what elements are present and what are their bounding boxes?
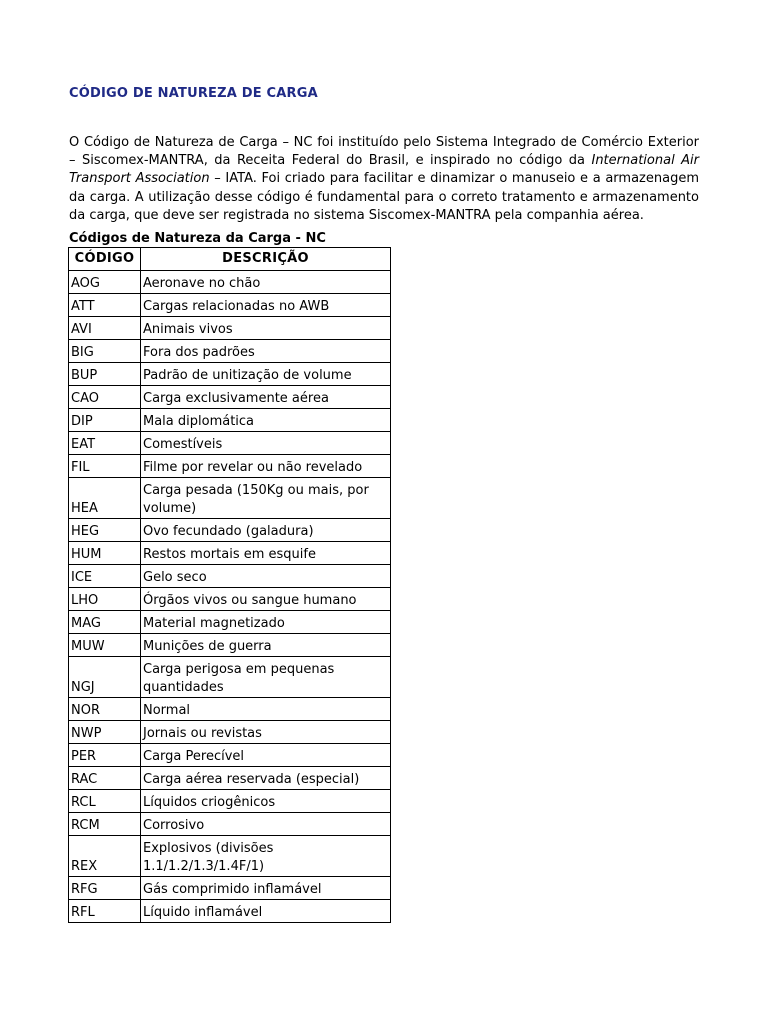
table-row bbox=[69, 542, 391, 565]
table-row bbox=[69, 657, 391, 698]
table-row bbox=[69, 721, 391, 744]
row-description: Órgãos vivos ou sangue humano bbox=[141, 588, 391, 611]
row-code: HEG bbox=[69, 519, 141, 542]
table-row bbox=[69, 478, 391, 519]
table-row bbox=[69, 836, 391, 877]
table-row bbox=[69, 565, 391, 588]
table-row bbox=[69, 744, 391, 767]
row-code: FIL bbox=[69, 455, 141, 478]
row-description: Aeronave no chão bbox=[141, 271, 391, 294]
row-code: ICE bbox=[69, 565, 141, 588]
row-description: Corrosivo bbox=[141, 813, 391, 836]
row-code: RFL bbox=[69, 900, 141, 923]
row-code: AOG bbox=[69, 271, 141, 294]
table-row bbox=[69, 698, 391, 721]
row-code: BIG bbox=[69, 340, 141, 363]
intro-text-italic: International Air Transport Association bbox=[69, 153, 699, 187]
row-code: AVI bbox=[69, 317, 141, 340]
row-description: Ovo fecundado (galadura) bbox=[141, 519, 391, 542]
table-title: Códigos de Natureza da Carga - NC bbox=[69, 231, 326, 246]
row-code: LHO bbox=[69, 588, 141, 611]
intro-text-part1: O Código de Natureza de Carga – NC foi instituído pelo Sistema Integrado de Comércio Exterior – Siscomex-MANTRA, da Receita Federal do Brasil, e inspirado no código da bbox=[69, 135, 699, 169]
row-code: HUM bbox=[69, 542, 141, 565]
row-code: NGJ bbox=[69, 657, 141, 698]
table-row bbox=[69, 271, 391, 294]
table-row bbox=[69, 317, 391, 340]
row-description: Mala diplomática bbox=[141, 409, 391, 432]
row-description: Carga pesada (150Kg ou mais, por volume) bbox=[141, 478, 391, 519]
row-code: BUP bbox=[69, 363, 141, 386]
table-row bbox=[69, 877, 391, 900]
row-description: Líquido inflamável bbox=[141, 900, 391, 923]
header-code: CÓDIGO bbox=[69, 248, 141, 271]
row-code: MAG bbox=[69, 611, 141, 634]
intro-text-part2: – IATA. Foi criado para facilitar e dinamizar o manuseio e a armazenagem da carga. A utilização desse código é fundamental para o correto tratamento e armazenamento da carga, que deve ser registrada no sistema Siscomex-MANTRA pela companhia aérea. bbox=[69, 171, 699, 223]
table-row bbox=[69, 767, 391, 790]
row-description: Cargas relacionadas no AWB bbox=[141, 294, 391, 317]
row-description: Carga aérea reservada (especial) bbox=[141, 767, 391, 790]
row-description: Gelo seco bbox=[141, 565, 391, 588]
row-code: NOR bbox=[69, 698, 141, 721]
row-description: Carga exclusivamente aérea bbox=[141, 386, 391, 409]
row-description: Normal bbox=[141, 698, 391, 721]
row-description: Carga Perecível bbox=[141, 744, 391, 767]
intro-paragraph bbox=[69, 134, 699, 225]
row-code: ATT bbox=[69, 294, 141, 317]
row-code: EAT bbox=[69, 432, 141, 455]
cargo-codes-table bbox=[68, 247, 391, 923]
row-code: RAC bbox=[69, 767, 141, 790]
row-description: Fora dos padrões bbox=[141, 340, 391, 363]
row-code: NWP bbox=[69, 721, 141, 744]
row-code: PER bbox=[69, 744, 141, 767]
table-header-row bbox=[69, 248, 391, 271]
table-row bbox=[69, 790, 391, 813]
table-row bbox=[69, 813, 391, 836]
table-row bbox=[69, 588, 391, 611]
table-row bbox=[69, 409, 391, 432]
table-row bbox=[69, 294, 391, 317]
row-code: RFG bbox=[69, 877, 141, 900]
table-row bbox=[69, 363, 391, 386]
header-description: DESCRIÇÃO bbox=[141, 248, 391, 271]
row-description: Carga perigosa em pequenas quantidades bbox=[141, 657, 391, 698]
table-row bbox=[69, 611, 391, 634]
row-description: Restos mortais em esquife bbox=[141, 542, 391, 565]
document-title: CÓDIGO DE NATUREZA DE CARGA bbox=[69, 86, 318, 101]
row-description: Explosivos (divisões 1.1/1.2/1.3/1.4F/1) bbox=[141, 836, 391, 877]
row-code: CAO bbox=[69, 386, 141, 409]
row-description: Material magnetizado bbox=[141, 611, 391, 634]
row-description: Jornais ou revistas bbox=[141, 721, 391, 744]
row-description: Animais vivos bbox=[141, 317, 391, 340]
table-row bbox=[69, 386, 391, 409]
row-description: Munições de guerra bbox=[141, 634, 391, 657]
row-code: DIP bbox=[69, 409, 141, 432]
table-row bbox=[69, 455, 391, 478]
table-row bbox=[69, 634, 391, 657]
row-code: MUW bbox=[69, 634, 141, 657]
row-code: RCM bbox=[69, 813, 141, 836]
row-code: HEA bbox=[69, 478, 141, 519]
row-description: Gás comprimido inflamável bbox=[141, 877, 391, 900]
table-row bbox=[69, 340, 391, 363]
row-description: Líquidos criogênicos bbox=[141, 790, 391, 813]
table-row bbox=[69, 519, 391, 542]
row-description: Filme por revelar ou não revelado bbox=[141, 455, 391, 478]
table-row bbox=[69, 432, 391, 455]
row-description: Padrão de unitização de volume bbox=[141, 363, 391, 386]
row-code: REX bbox=[69, 836, 141, 877]
row-description: Comestíveis bbox=[141, 432, 391, 455]
table-row bbox=[69, 900, 391, 923]
row-code: RCL bbox=[69, 790, 141, 813]
